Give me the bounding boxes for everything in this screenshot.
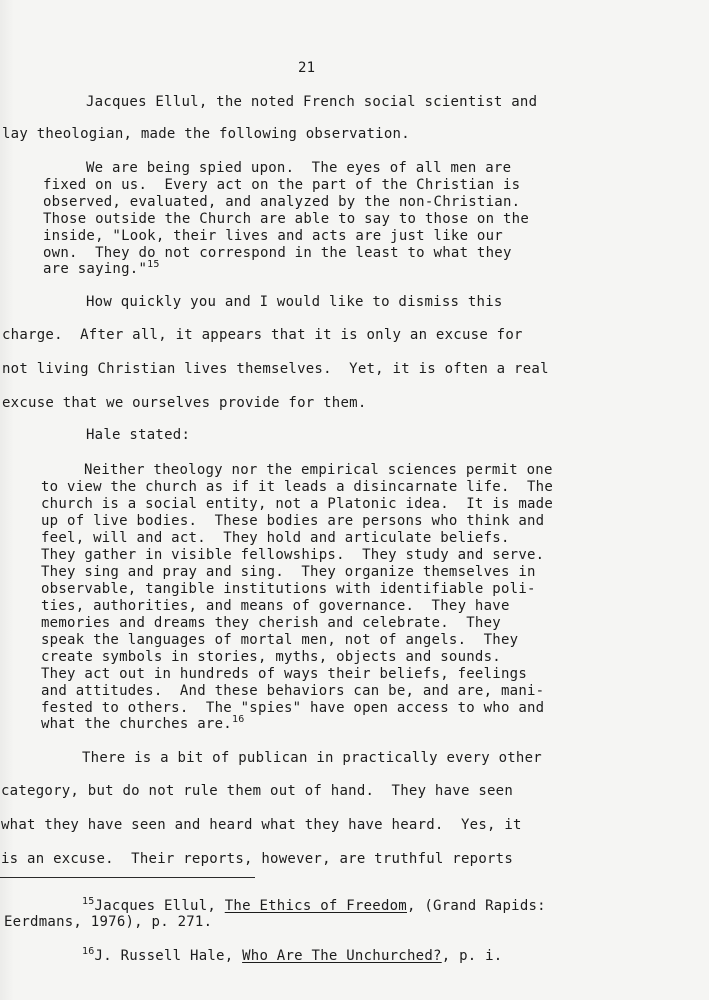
quote-line: speak the languages of mortal men, not of angels. They [41,632,519,648]
quote-text: are saying." [43,261,148,277]
footnote-author: J. Russell Hale, [94,948,243,964]
quote-line: feel, will and act. They hold and articulate beliefs. [41,530,510,546]
footnote-publisher: , (Grand Rapids: [407,898,546,914]
footnote-reference-16: 16 [231,714,245,725]
quote-line: to view the church as if it leads a disincarnate life. The [41,479,554,495]
quote-line: observable, tangible institutions with identifiable poli- [41,581,536,597]
text-line: excuse that we ourselves provide for them. [2,395,367,411]
quote-line: They act out in hundreds of ways their beliefs, feelings [41,666,528,682]
quote-line: memories and dreams they cherish and celebrate. They [41,615,501,631]
footnote-divider [0,877,255,878]
quote-line: ties, authorities, and means of governance. They have [41,598,510,614]
footnote-reference-15: 15 [147,259,160,270]
footnote-number: 15 [82,896,95,907]
footnote-page: , p. i. [441,948,503,964]
text-line: category, but do not rule them out of hand. They have seen [1,783,514,799]
quote-line: They gather in visible fellowships. They study and serve. [41,547,545,563]
footnote-number: 16 [82,946,95,957]
quote-line: Neither theology nor the empirical sciences permit one [84,462,553,478]
quote-line: create symbols in stories, myths, objects and sounds. [41,649,501,665]
text-line: is an excuse. Their reports, however, are truthful reports [1,851,514,867]
text-line: what they have seen and heard what they have heard. Yes, it [1,817,522,833]
quote-line [43,261,160,277]
quote-line [41,716,244,732]
footnote-15 [82,898,546,914]
quote-line: own. They do not correspond in the least to what they [43,245,512,261]
footnote-16 [82,948,502,964]
text-line: not living Christian lives themselves. Yet, it is often a real [2,361,549,377]
footnote-book-title: The Ethics of Freedom [224,898,407,914]
quote-line: We are being spied upon. The eyes of all men are [86,160,512,176]
footnote-author: Jacques Ellul, [94,898,225,914]
page-number: 21 [298,60,316,76]
quote-line: Those outside the Church are able to say to those on the [43,211,530,227]
quote-line: fested to others. The "spies" have open access to who and [41,700,545,716]
quote-line: They sing and pray and sing. They organize themselves in [41,564,536,580]
quote-line: inside, "Look, their lives and acts are just like our [43,228,503,244]
footnote-15-continuation: Eerdmans, 1976), p. 271. [4,914,213,930]
text-line: lay theologian, made the following observation. [2,126,410,142]
quote-line: up of live bodies. These bodies are persons who think and [41,513,545,529]
text-line: Jacques Ellul, the noted French social scientist and [86,94,538,110]
quote-line: fixed on us. Every act on the part of the Christian is [43,177,521,193]
quote-text: what the churches are. [41,716,232,732]
quote-line: church is a social entity, not a Platonic idea. It is made [41,496,554,512]
quote-line: and attitudes. And these behaviors can be, and are, mani- [41,683,545,699]
text-line: charge. After all, it appears that it is only an excuse for [2,327,523,343]
footnote-book-title: Who Are The Unchurched? [242,948,442,964]
text-line: There is a bit of publican in practically every other [82,750,542,766]
text-line: How quickly you and I would like to dismiss this [86,294,503,310]
paragraph-hale-intro: Hale stated: [86,427,191,443]
quote-line: observed, evaluated, and analyzed by the non-Christian. [43,194,521,210]
